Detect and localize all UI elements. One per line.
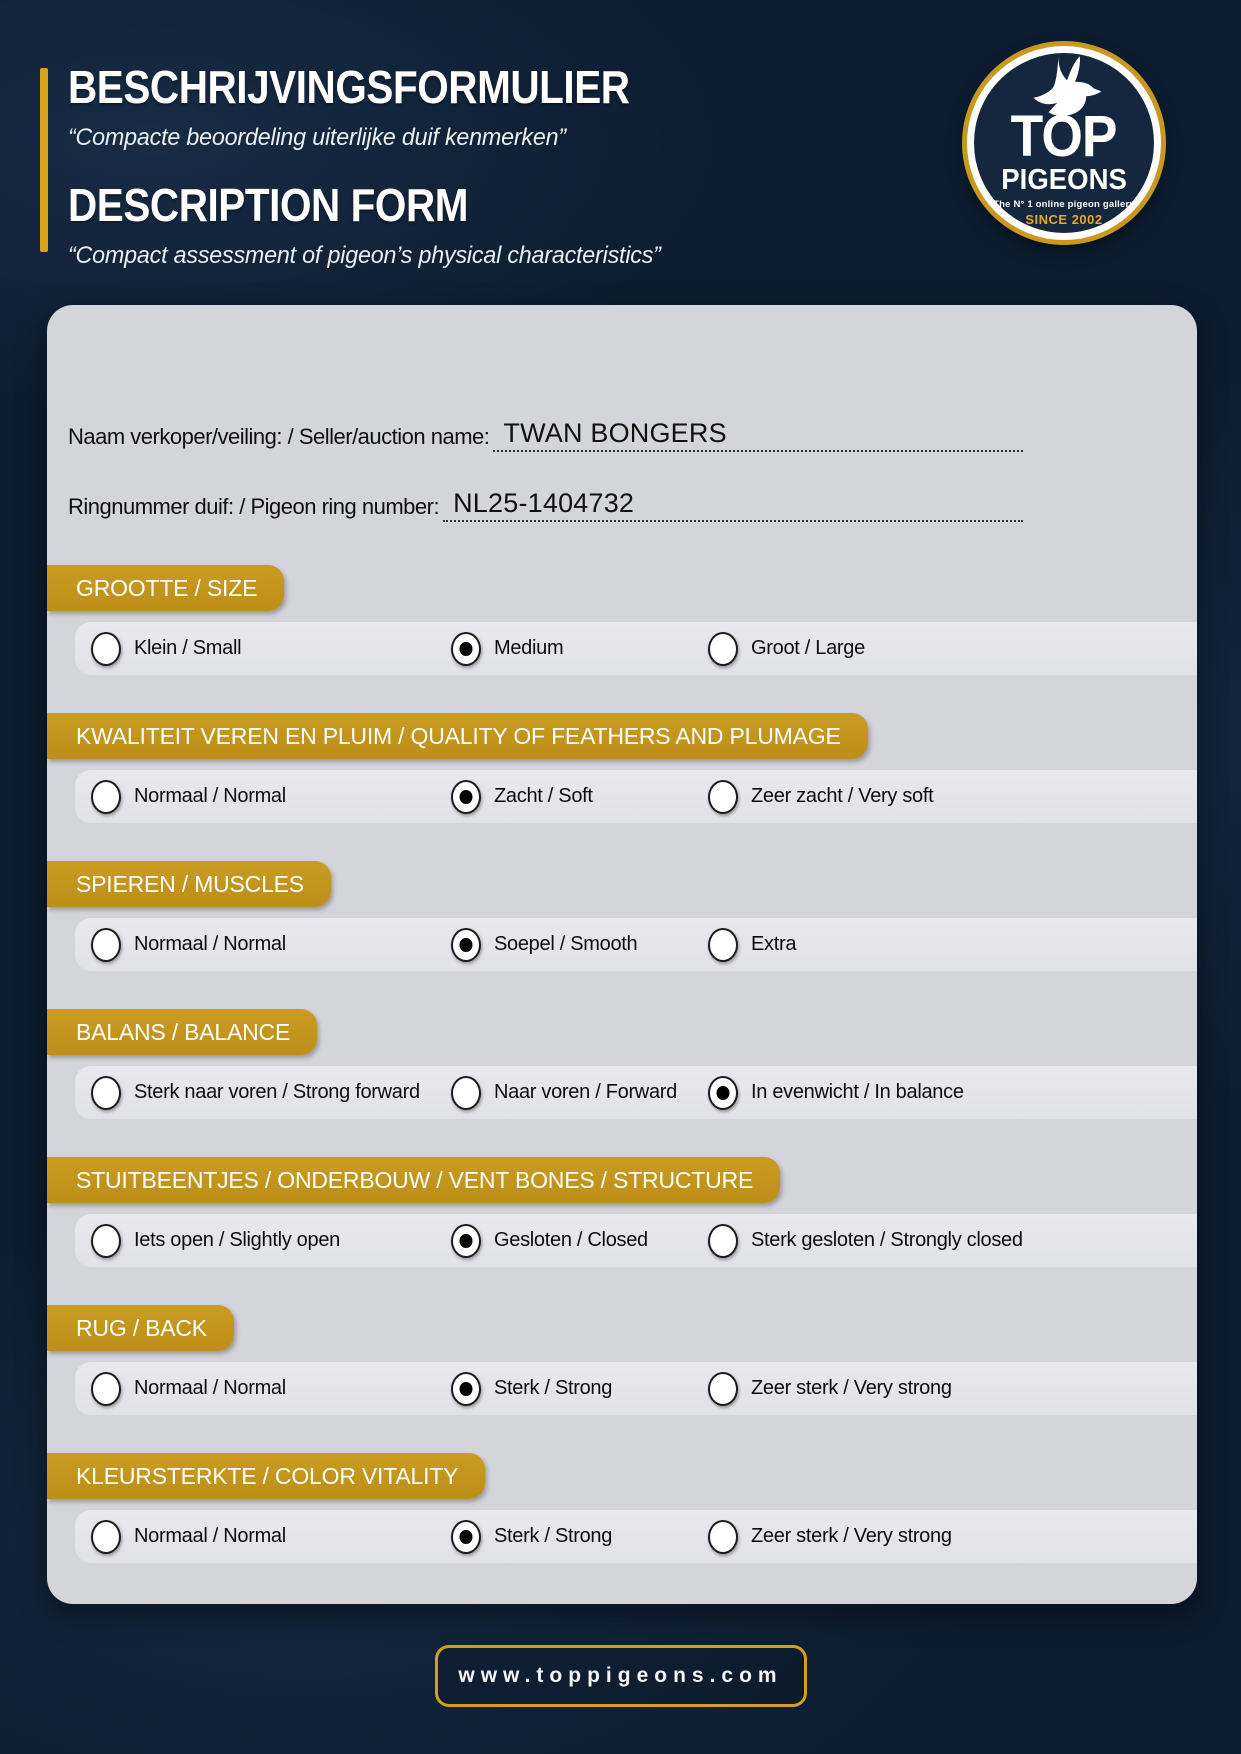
option-row xyxy=(75,1214,1197,1267)
section-banner-grootte-size: GROOTTE / SIZE xyxy=(47,565,284,611)
seller-name-input[interactable] xyxy=(493,418,1023,452)
ring-number-input[interactable] xyxy=(443,488,1023,522)
option-row xyxy=(75,1510,1197,1563)
radio-button[interactable] xyxy=(91,780,121,814)
option-label: Normaal / Normal xyxy=(134,1377,286,1399)
form-section xyxy=(47,713,1197,823)
section-banner-balans-balance: BALANS / BALANCE xyxy=(47,1009,317,1055)
radio-button[interactable] xyxy=(708,780,738,814)
form-section xyxy=(47,861,1197,971)
option-normaal-normal[interactable] xyxy=(91,1372,451,1406)
option-label: Sterk gesloten / Strongly closed xyxy=(751,1229,1023,1251)
section-banner-stuitbeentjes-onderbouw-vent-bones-structure: STUITBEENTJES / ONDERBOUW / VENT BONES / STRUCTURE xyxy=(47,1157,780,1203)
option-groot-large[interactable] xyxy=(708,632,1197,666)
option-in-evenwicht-in-balance[interactable] xyxy=(708,1076,1197,1110)
option-label: In evenwicht / In balance xyxy=(751,1081,964,1103)
option-row xyxy=(75,1066,1197,1119)
option-normaal-normal[interactable] xyxy=(91,780,451,814)
option-label: Sterk / Strong xyxy=(494,1525,613,1547)
radio-button[interactable] xyxy=(708,1372,738,1406)
radio-button[interactable] xyxy=(451,1076,481,1110)
option-label: Zacht / Soft xyxy=(494,785,593,807)
subtitle-english: “Compact assessment of pigeon’s physical characteristics” xyxy=(68,242,661,269)
radio-button-selected[interactable] xyxy=(451,1224,481,1258)
option-label: Sterk naar voren / Strong forward xyxy=(134,1081,420,1103)
option-extra[interactable] xyxy=(708,928,1197,962)
radio-button[interactable] xyxy=(708,928,738,962)
section-banner-kwaliteit-veren-en-pluim-quality-of-feathers-and-plumage: KWALITEIT VEREN EN PLUIM / QUALITY OF FEATHERS AND PLUMAGE xyxy=(47,713,868,759)
seller-name-label: Naam verkoper/veiling: / Seller/auction name: xyxy=(68,424,490,449)
form-section xyxy=(47,1453,1197,1563)
option-sterk-strong[interactable] xyxy=(451,1372,708,1406)
form-section xyxy=(47,565,1197,675)
website-link[interactable] xyxy=(435,1645,807,1707)
option-label: Klein / Small xyxy=(134,637,242,659)
form-section xyxy=(47,1009,1197,1119)
option-label: Normaal / Normal xyxy=(134,785,286,807)
section-banner-rug-back: RUG / BACK xyxy=(47,1305,234,1351)
option-label: Iets open / Slightly open xyxy=(134,1229,340,1251)
option-normaal-normal[interactable] xyxy=(91,928,451,962)
option-label: Soepel / Smooth xyxy=(494,933,638,955)
option-sterk-strong[interactable] xyxy=(451,1520,708,1554)
radio-button-selected[interactable] xyxy=(708,1076,738,1110)
option-label: Gesloten / Closed xyxy=(494,1229,648,1251)
option-label: Normaal / Normal xyxy=(134,1525,286,1547)
radio-button[interactable] xyxy=(91,632,121,666)
option-iets-open-slightly-open[interactable] xyxy=(91,1224,451,1258)
section-banner-spieren-muscles: SPIEREN / MUSCLES xyxy=(47,861,331,907)
radio-button-selected[interactable] xyxy=(451,1372,481,1406)
seller-name-field xyxy=(68,400,1023,452)
title-dutch: BESCHRIJVINGSFORMULIER xyxy=(68,61,630,113)
option-label: Sterk / Strong xyxy=(494,1377,613,1399)
option-label: Naar voren / Forward xyxy=(494,1081,677,1103)
option-zeer-sterk-very-strong[interactable] xyxy=(708,1520,1197,1554)
option-row xyxy=(75,918,1197,971)
subtitle-dutch: “Compacte beoordeling uiterlijke duif kenmerken” xyxy=(68,124,566,151)
option-zeer-zacht-very-soft[interactable] xyxy=(708,780,1197,814)
footer xyxy=(0,1645,1241,1707)
seller-name-value: TWAN BONGERS xyxy=(503,418,727,448)
option-soepel-smooth[interactable] xyxy=(451,928,708,962)
sections-container xyxy=(47,565,1197,1563)
option-row xyxy=(75,1362,1197,1415)
title-english: DESCRIPTION FORM xyxy=(68,179,469,231)
logo-word-top: TOP xyxy=(1011,104,1117,170)
top-pigeons-logo xyxy=(967,46,1161,240)
gold-accent-bar xyxy=(40,68,48,252)
option-label: Medium xyxy=(494,637,564,659)
option-label: Zeer sterk / Very strong xyxy=(751,1377,952,1399)
option-label: Zeer sterk / Very strong xyxy=(751,1525,952,1547)
option-row xyxy=(75,770,1197,823)
ring-number-label: Ringnummer duif: / Pigeon ring number: xyxy=(68,494,440,519)
option-zacht-soft[interactable] xyxy=(451,780,708,814)
radio-button[interactable] xyxy=(708,1224,738,1258)
option-gesloten-closed[interactable] xyxy=(451,1224,708,1258)
option-normaal-normal[interactable] xyxy=(91,1520,451,1554)
logo-word-pigeons: PIGEONS xyxy=(1001,163,1127,196)
radio-button-selected[interactable] xyxy=(451,928,481,962)
option-sterk-naar-voren-strong-forward[interactable] xyxy=(91,1076,451,1110)
website-text: www.toppigeons.com xyxy=(458,1664,783,1687)
option-label: Normaal / Normal xyxy=(134,933,286,955)
radio-button[interactable] xyxy=(91,1224,121,1258)
option-sterk-gesloten-strongly-closed[interactable] xyxy=(708,1224,1197,1258)
option-klein-small[interactable] xyxy=(91,632,451,666)
radio-button-selected[interactable] xyxy=(451,1520,481,1554)
form-section xyxy=(47,1305,1197,1415)
option-label: Extra xyxy=(751,933,797,955)
radio-button[interactable] xyxy=(91,928,121,962)
radio-button[interactable] xyxy=(708,632,738,666)
logo-since-badge: SINCE 2002 xyxy=(1025,211,1103,227)
radio-button[interactable] xyxy=(91,1520,121,1554)
header xyxy=(0,0,1241,305)
radio-button[interactable] xyxy=(708,1520,738,1554)
radio-button[interactable] xyxy=(91,1372,121,1406)
form-section xyxy=(47,1157,1197,1267)
option-label: Groot / Large xyxy=(751,637,865,659)
option-zeer-sterk-very-strong[interactable] xyxy=(708,1372,1197,1406)
form-card xyxy=(47,305,1197,1604)
ring-number-value: NL25-1404732 xyxy=(453,488,635,518)
ring-number-field xyxy=(68,470,1023,522)
section-banner-kleursterkte-color-vitality: KLEURSTERKTE / COLOR VITALITY xyxy=(47,1453,485,1499)
option-label: Zeer zacht / Very soft xyxy=(751,785,934,807)
option-row xyxy=(75,622,1197,675)
option-naar-voren-forward[interactable] xyxy=(451,1076,708,1110)
radio-button-selected[interactable] xyxy=(451,632,481,666)
logo-tagline: The N° 1 online pigeon gallery xyxy=(993,198,1135,210)
radio-button[interactable] xyxy=(91,1076,121,1110)
radio-button-selected[interactable] xyxy=(451,780,481,814)
option-medium[interactable] xyxy=(451,632,708,666)
